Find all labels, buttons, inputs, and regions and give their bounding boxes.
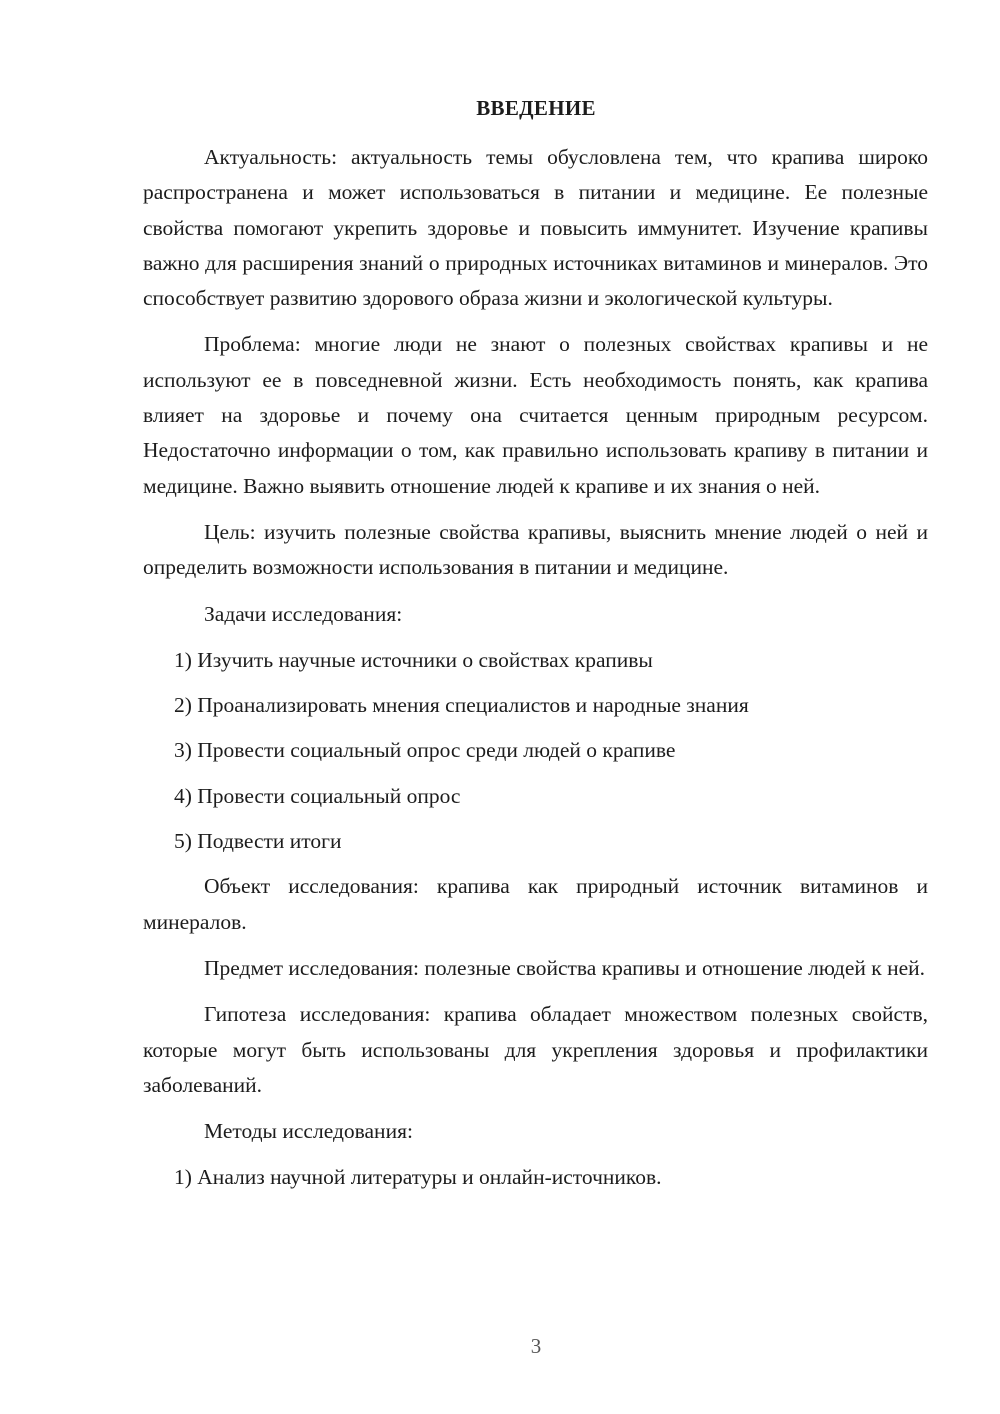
task-item: 3) Провести социальный опрос среди людей о крапиве [174, 738, 676, 763]
relevance-paragraph: Актуальность: актуальность темы обусловлена тем, что крапива широко распространена и может использоваться в питании и медицине. Ее полезные свойства помогают укрепить здоровье и повысить иммунитет. Изучение крапивы важно для расширения знаний о природных источниках витаминов и минералов. Это способствует развитию здорового образа жизни и экологической культуры. [143, 145, 928, 311]
method-item: 1) Анализ научной литературы и онлайн-источников. [174, 1165, 662, 1190]
task-item: 1) Изучить научные источники о свойствах крапивы [174, 647, 653, 672]
page-number: 3 [530, 1334, 542, 1358]
task-item: 5) Подвести итоги [174, 829, 342, 854]
goal-paragraph: Цель: изучить полезные свойства крапивы, выяснить мнение людей о ней и определить возможности использования в питании и медицине. [143, 519, 928, 580]
methods-heading: Методы исследования: [204, 1119, 413, 1144]
hypothesis-paragraph: Гипотеза исследования: крапива обладает множеством полезных свойств, которые могут быть использованы для укрепления здоровья и профилактики заболеваний. [143, 1002, 928, 1097]
problem-paragraph: Проблема: многие люди не знают о полезных свойствах крапивы и не используют ее в повседневной жизни. Есть необходимость понять, как крапива влияет на здоровье и почему она считается ценным природным ресурсом. Недостаточно информации о том, как правильно использовать крапиву в питании и медицине. Важно выявить отношение людей к крапиве и их знания о ней. [143, 332, 928, 498]
task-item: 2) Проанализировать мнения специалистов и народные знания [174, 693, 749, 718]
section-heading: ВВЕДЕНИЕ [476, 96, 596, 120]
subject-paragraph: Предмет исследования: полезные свойства крапивы и отношение людей к ней. [204, 955, 925, 980]
document-body [143, 140, 928, 1206]
tasks-heading: Задачи исследования: [204, 601, 403, 626]
task-item: 4) Провести социальный опрос [174, 783, 461, 808]
object-paragraph: Объект исследования: крапива как природный источник витаминов и минералов. [143, 874, 928, 934]
